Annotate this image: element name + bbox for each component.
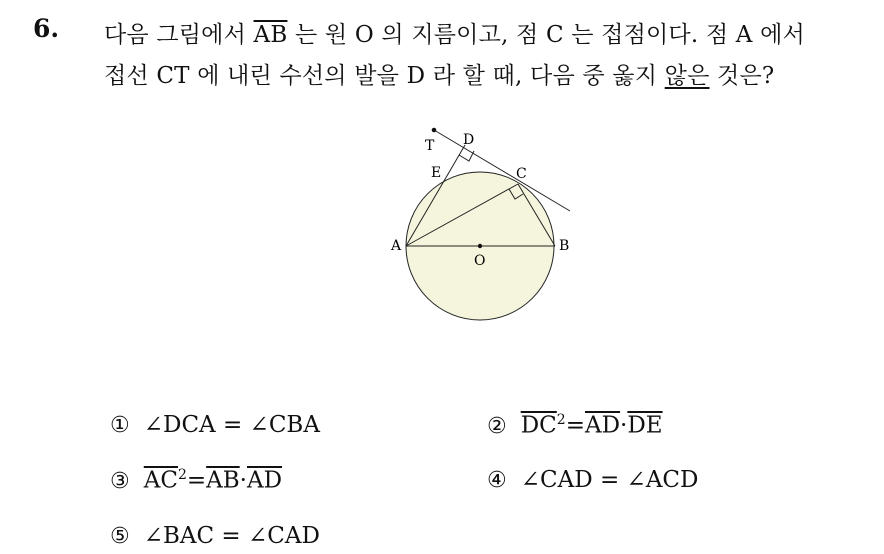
label-t: T xyxy=(425,138,435,154)
choice-2[interactable] xyxy=(487,412,663,439)
choice-5[interactable] xyxy=(110,523,320,549)
segment-dc: $\overline{DC}$ xyxy=(520,412,557,439)
choice-text: ∠CAD = ∠ACD xyxy=(520,467,699,493)
segment-ab: $\overline{AB}$ xyxy=(253,22,288,48)
label-o: O xyxy=(474,253,486,269)
geometry-figure xyxy=(385,118,585,332)
choice-number: ② xyxy=(487,413,507,439)
question-text: 접선 CT 에 내린 수선의 발을 D 라 할 때, 다음 중 옳지 xyxy=(104,63,665,89)
choice-number: ③ xyxy=(110,468,130,494)
point-o xyxy=(478,244,482,248)
label-b: B xyxy=(559,238,570,254)
question-text: 다음 그림에서 xyxy=(104,22,254,48)
underlined-word: 않은 xyxy=(664,63,710,89)
segment-ad: $\overline{AD}$ xyxy=(246,467,283,494)
choice-1[interactable] xyxy=(110,412,320,438)
question-text: 것은? xyxy=(709,63,775,89)
dot-operator: · xyxy=(239,467,247,494)
label-d: D xyxy=(463,132,475,148)
question-line-1 xyxy=(104,16,805,49)
point-t xyxy=(432,128,437,133)
segment-ad: $\overline{AD}$ xyxy=(584,412,621,439)
exponent: 2 xyxy=(177,467,187,483)
equals-sign: = xyxy=(186,467,207,494)
question-line-2 xyxy=(104,57,774,90)
dot-operator: · xyxy=(620,412,628,439)
segment-ab: $\overline{AB}$ xyxy=(206,467,240,494)
choice-text: ∠BAC = ∠CAD xyxy=(143,523,320,549)
label-a: A xyxy=(391,238,402,254)
choice-number: ④ xyxy=(487,468,507,493)
question-text: 는 원 O 의 지름이고, 점 C 는 접점이다. 점 A 에서 xyxy=(287,22,805,48)
choice-text: ∠DCA = ∠CBA xyxy=(143,412,320,438)
segment-de: $\overline{DE}$ xyxy=(627,412,663,439)
label-e: E xyxy=(431,165,442,181)
label-c: C xyxy=(516,166,527,182)
exponent: 2 xyxy=(556,412,566,428)
question-number: 6. xyxy=(33,14,60,43)
choice-number: ① xyxy=(110,413,130,438)
choice-number: ⑤ xyxy=(110,524,130,549)
choice-3[interactable] xyxy=(110,467,282,494)
circle-tangent-diagram xyxy=(385,118,585,328)
choice-4[interactable] xyxy=(487,467,698,493)
segment-ac: $\overline{AC}$ xyxy=(143,467,178,494)
equals-sign: = xyxy=(565,412,585,439)
